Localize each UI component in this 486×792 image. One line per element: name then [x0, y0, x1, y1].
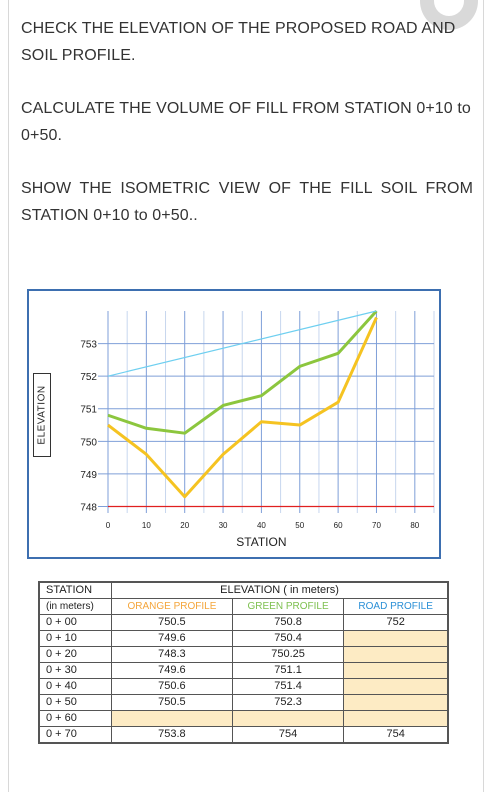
table-row: [40, 663, 448, 679]
x-tick-label: 20: [180, 521, 190, 530]
header-road-profile: ROAD PROFILE: [344, 599, 448, 615]
table-row: [40, 631, 448, 647]
x-axis-label: STATION: [236, 535, 287, 549]
cell-orange: 750.5: [112, 695, 233, 711]
cell-station: 0 + 40: [40, 679, 112, 695]
cell-station: 0 + 30: [40, 663, 112, 679]
cell-orange: 748.3: [112, 647, 233, 663]
y-tick-label: 748: [80, 502, 97, 514]
table-row: [40, 679, 448, 695]
x-tick-label: 10: [141, 521, 151, 530]
header-elevation: ELEVATION ( in meters): [112, 583, 448, 599]
cell-station: 0 + 60: [40, 711, 112, 727]
table-row: [40, 727, 448, 743]
table-row: [40, 615, 448, 631]
cell-green: 750.8: [232, 615, 344, 631]
question-3-text: SHOW THE ISOMETRIC VIEW OF THE FILL SOIL FROM STATION 0+10 to 0+50..: [21, 180, 473, 224]
y-tick-label: 750: [80, 437, 97, 449]
question-2-text: CALCULATE THE VOLUME OF FILL FROM STATION 0+10 to 0+50.: [21, 100, 471, 144]
cell-road: [344, 631, 448, 647]
y-axis-label: ELEVATION: [36, 385, 48, 445]
cell-station: 0 + 70: [40, 727, 112, 743]
cell-orange: 749.6: [112, 663, 233, 679]
header-orange-profile: ORANGE PROFILE: [112, 599, 233, 615]
x-tick-label: 40: [256, 521, 266, 530]
cell-orange: 753.8: [112, 727, 233, 743]
cell-station: 0 + 50: [40, 695, 112, 711]
cell-orange: [112, 711, 233, 727]
cell-road: 752: [344, 615, 448, 631]
cell-green: 754: [232, 727, 344, 743]
x-tick-label: 30: [218, 521, 228, 530]
y-tick-label: 751: [80, 404, 97, 416]
x-tick-label: 70: [372, 521, 381, 530]
x-tick-label: 80: [410, 521, 420, 530]
cell-road: [344, 679, 448, 695]
chart-svg: [29, 291, 439, 557]
header-station-unit: (in meters): [40, 599, 112, 615]
cell-road: [344, 711, 448, 727]
cell-green: 752.3: [232, 695, 344, 711]
cell-road: [344, 647, 448, 663]
table-row: [40, 695, 448, 711]
x-tick-label: 0: [105, 521, 111, 530]
cell-orange: 749.6: [112, 631, 233, 647]
cell-orange: 750.6: [112, 679, 233, 695]
cell-station: 0 + 10: [40, 631, 112, 647]
cell-green: 750.4: [232, 631, 344, 647]
x-tick-label: 60: [333, 521, 343, 530]
y-tick-label: 752: [80, 372, 97, 384]
question-1-text: CHECK THE ELEVATION OF THE PROPOSED ROAD AND SOIL PROFILE.: [21, 20, 456, 64]
header-station: STATION: [40, 583, 112, 599]
table-row: [40, 711, 448, 727]
cell-road: [344, 695, 448, 711]
header-green-profile: GREEN PROFILE: [232, 599, 344, 615]
x-tick-label: 50: [295, 521, 305, 530]
cell-green: [232, 711, 344, 727]
elevation-chart: [27, 289, 441, 559]
cell-station: 0 + 00: [40, 615, 112, 631]
cell-station: 0 + 20: [40, 647, 112, 663]
cell-orange: 750.5: [112, 615, 233, 631]
cell-green: 751.1: [232, 663, 344, 679]
cell-road: 754: [344, 727, 448, 743]
cell-green: 751.4: [232, 679, 344, 695]
y-axis-label-box: [33, 373, 51, 457]
y-tick-label: 749: [80, 469, 97, 481]
y-tick-label: 753: [80, 339, 97, 351]
cell-road: [344, 663, 448, 679]
table-row: [40, 647, 448, 663]
elevation-table: [38, 581, 449, 744]
cell-green: 750.25: [232, 647, 344, 663]
